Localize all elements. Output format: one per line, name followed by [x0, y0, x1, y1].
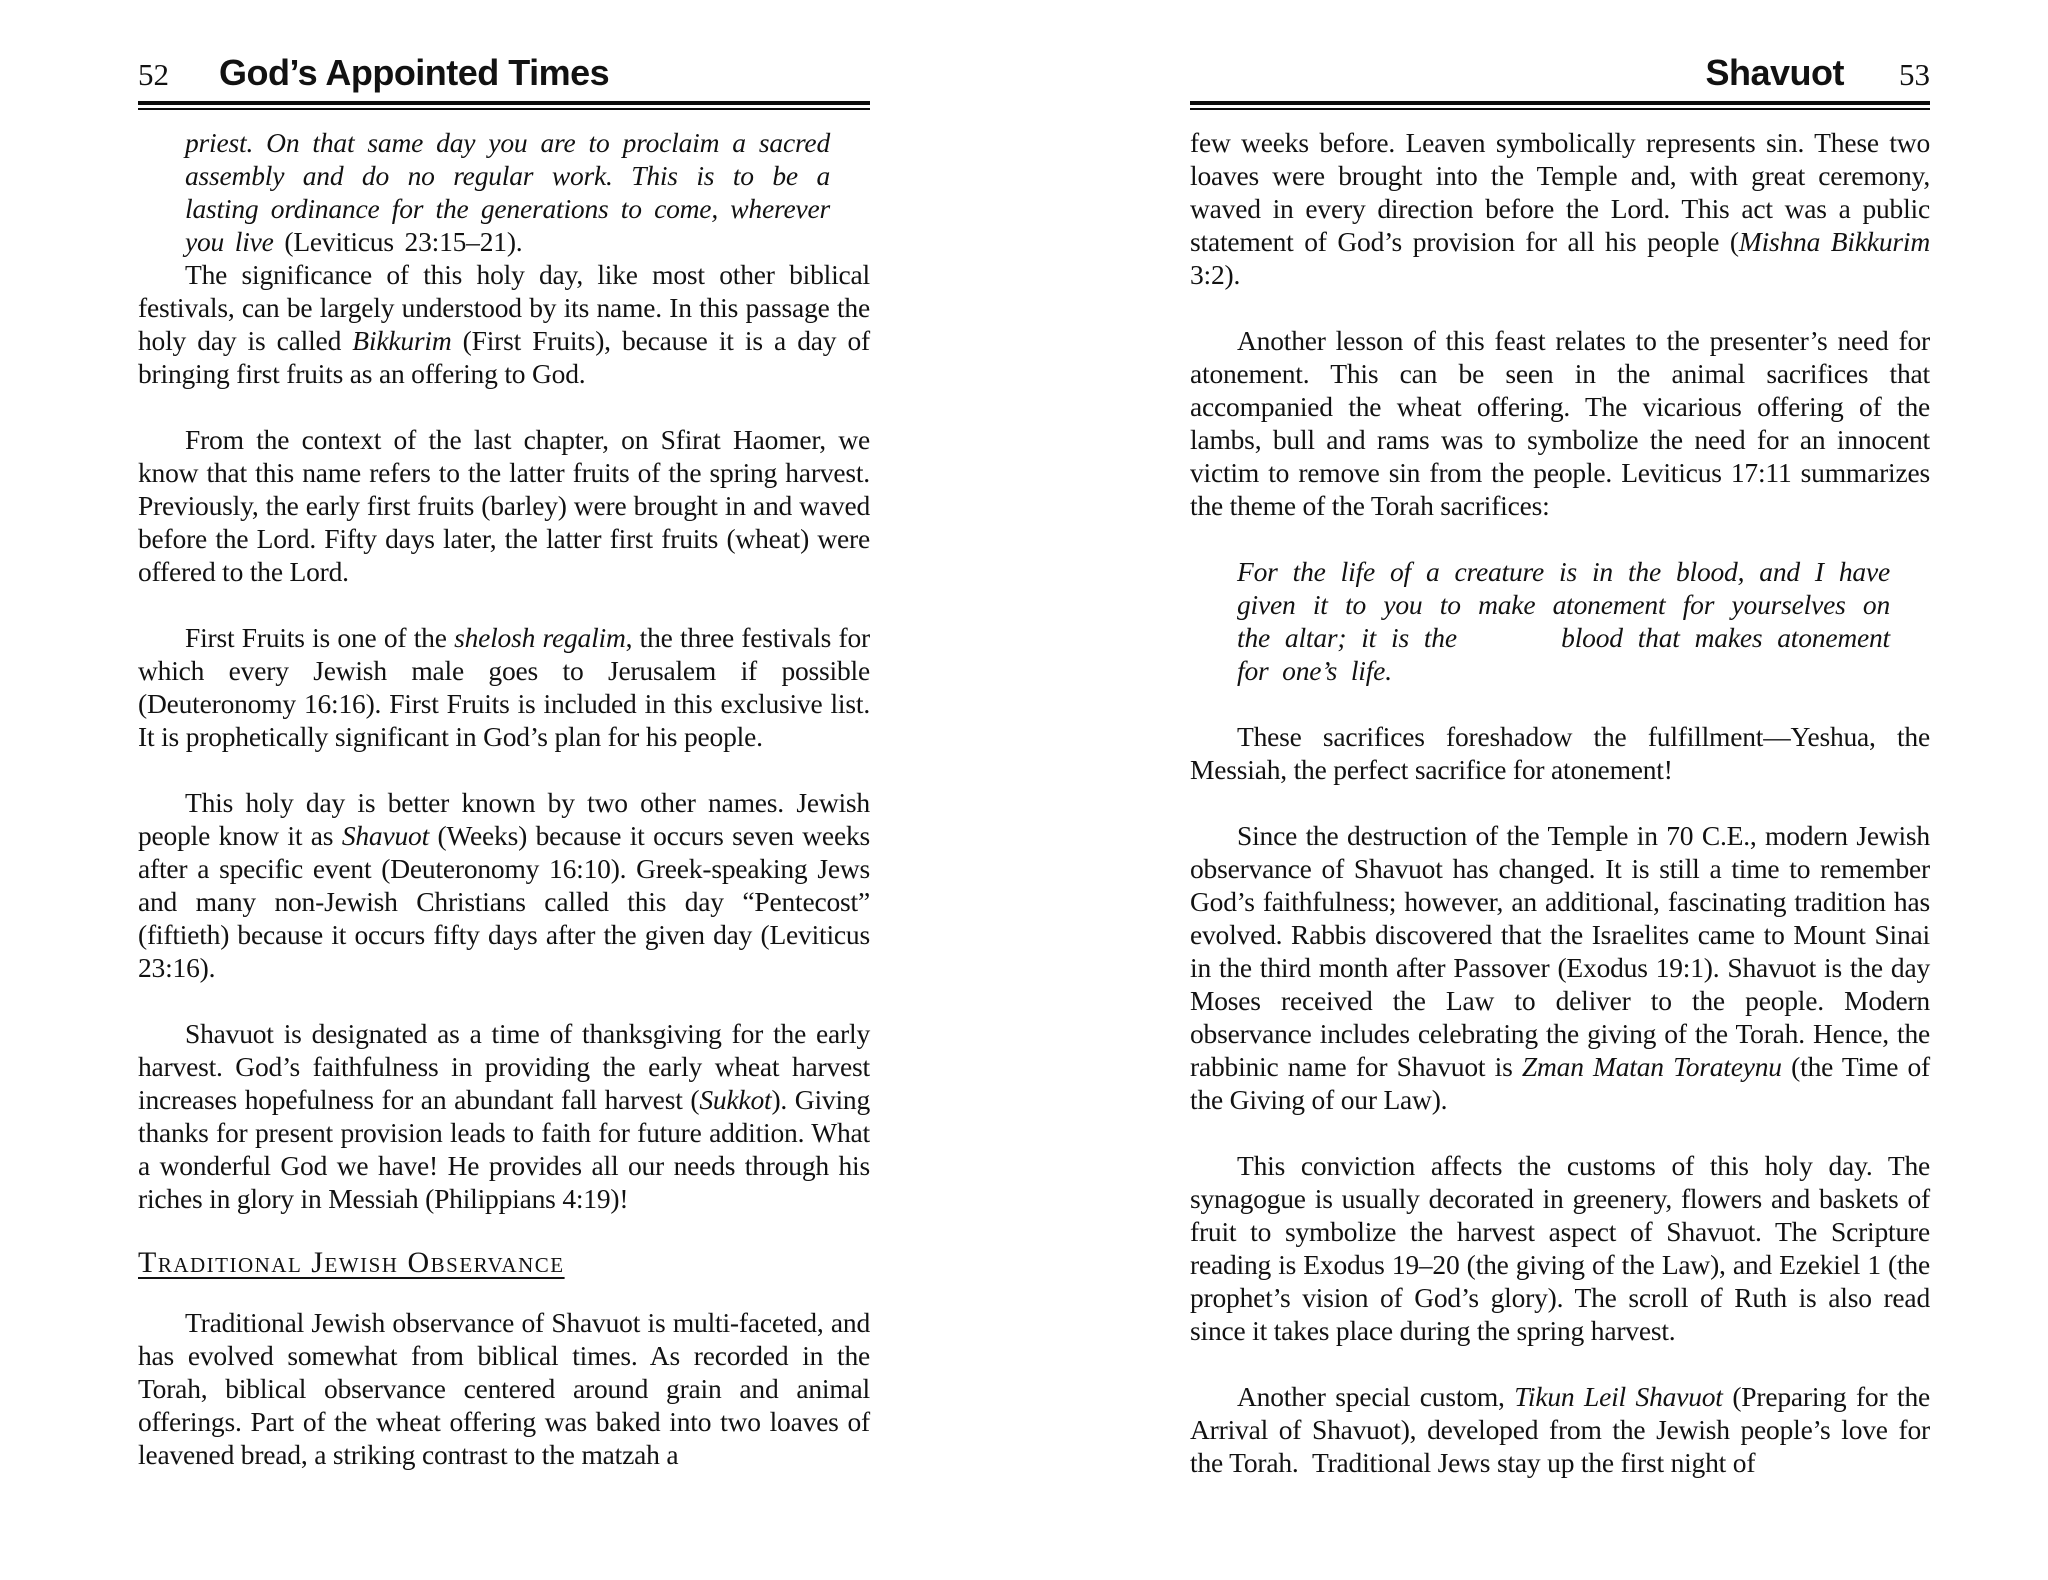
page-53-header — [1190, 52, 1930, 101]
page-52 — [138, 52, 870, 1471]
body-paragraph: Since the destruction of the Temple in 70 C.E., modern Jewish observance of Shavuot has changed. It is still a time to remember God’s faithfulness; however, an additional, fascinating tradition has evolved. Rabbis discovered that the Israelites came to Mount Sinai in the third month after Passover (Exodus 19:1). Shavuot is the day Moses received the Law to deliver to the people. Modern observance includes celebrating the giving of the Torah. Hence, the rabbinic name for Shavuot is Zman Matan Torateynu (the Time of the Giving of our Law). — [1190, 820, 1930, 1115]
running-title-left: God’s Appointed Times — [219, 52, 610, 93]
body-paragraph: This holy day is better known by two other names. Jewish people know it as Shavuot (Weeks) because it occurs seven weeks after a specific event (Deuteronomy 16:10). Greek-speaking Jews and many non-Jewish Christians called this day “Pentecost” (fiftieth) because it occurs fifty days after the given day (Leviticus 23:16). — [138, 787, 870, 983]
body-paragraph: Another lesson of this feast relates to the presenter’s need for atonement. This can be seen in the animal sacrifices that accompanied the wheat offering. The vicarious offering of the lambs, bull and rams was to symbolize the need for an innocent victim to remove sin from the people. Leviticus 17:11 summarizes the theme of the Torah sacrifices: — [1190, 325, 1930, 521]
header-rule-right — [1190, 101, 1930, 110]
page-53 — [1190, 52, 1930, 1479]
page-number-right: 53 — [1899, 57, 1930, 92]
body-paragraph: The significance of this holy day, like most other biblical festivals, can be largely understood by its name. In this passage the holy day is called Bikkurim (First Fruits), because it is a day of bringing first fruits as an offering to God. — [138, 259, 870, 389]
scripture-blockquote: For the life of a creature is in the blood, and I have given it to you to make atonement for yourselves on the altar; it is the blood that makes atonement for one’s life. — [1237, 556, 1890, 686]
body-paragraph: Another special custom, Tikun Leil Shavuot (Preparing for the Arrival of Shavuot), developed from the Jewish people’s love for the Torah. Traditional Jews stay up the first night of — [1190, 1381, 1930, 1478]
body-paragraph: First Fruits is one of the shelosh regalim, the three festivals for which every Jewish male goes to Jerusalem if possible (Deuteronomy 16:16). First Fruits is included in this exclusive list. It is prophetically significant in God’s plan for his people. — [138, 622, 870, 752]
page-52-header — [138, 52, 870, 101]
body-paragraph: Traditional Jewish observance of Shavuot is multi-faceted, and has evolved somewhat from biblical times. As recorded in the Torah, biblical observance centered around grain and animal offerings. Part of the wheat offering was baked into two loaves of leavened bread, a striking contrast to the matzah a — [138, 1307, 870, 1470]
page-number-left: 52 — [138, 57, 169, 92]
body-paragraph: Shavuot is designated as a time of thanksgiving for the early harvest. God’s faithfulness in providing the early wheat harvest increases hopefulness for an abundant fall harvest (Sukkot). Giving thanks for present provision leads to faith for future addition. What a wonderful God we have! He provides all our needs through his riches in glory in Messiah (Philippians 4:19)! — [138, 1018, 870, 1214]
header-rule-left — [138, 101, 870, 110]
page-52-body — [138, 126, 870, 1471]
page-53-body — [1190, 126, 1930, 1479]
body-paragraph: From the context of the last chapter, on Sfirat Haomer, we know that this name refers to the latter fruits of the spring harvest. Previously, the early first fruits (barley) were brought in and waved before the Lord. Fifty days later, the latter first fruits (wheat) were offered to the Lord. — [138, 424, 870, 587]
section-heading: Traditional Jewish Observance — [138, 1246, 565, 1279]
body-paragraph: This conviction affects the customs of this holy day. The synagogue is usually decorated in greenery, flowers and baskets of fruit to symbolize the harvest aspect of Shavuot. The Scripture reading is Exodus 19–20 (the giving of the Law), and Ezekiel 1 (the prophet’s vision of God’s glory). The scroll of Ruth is also read since it takes place during the spring harvest. — [1190, 1150, 1930, 1346]
body-paragraph: These sacrifices foreshadow the fulfillment—Yeshua, the Messiah, the perfect sacrifice for atonement! — [1190, 721, 1930, 785]
running-title-right: Shavuot — [1705, 52, 1844, 93]
body-paragraph: few weeks before. Leaven symbolically represents sin. These two loaves were brought into the Temple and, with great ceremony, waved in every direction before the Lord. This act was a public statement of God’s provision for all his people (Mishna Bikkurim 3:2). — [1190, 127, 1930, 290]
scripture-blockquote: priest. On that same day you are to proclaim a sacred assembly and do no regular work. This is to be a lasting ordinance for the generations to come, wherever you live (Leviticus 23:15–21). — [185, 127, 830, 257]
